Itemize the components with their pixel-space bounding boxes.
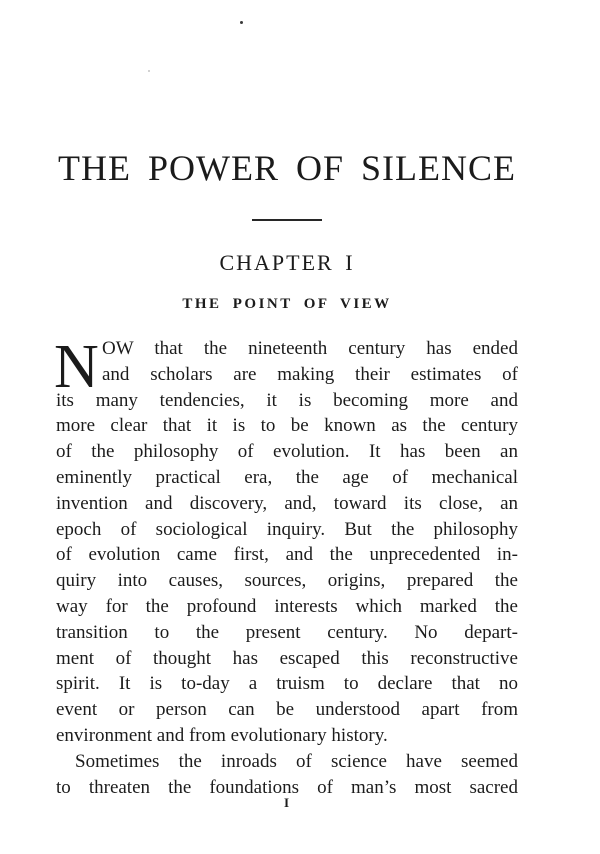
text-line: spirit. It is to-day a truism to declare that no bbox=[56, 673, 518, 695]
text-line: ment of thought has escaped this reconstructive bbox=[56, 647, 518, 669]
text-line: to threaten the foundations of man’s most sacred bbox=[56, 776, 518, 798]
text-line: epoch of sociological inquiry. But the philosophy bbox=[56, 518, 518, 540]
text-line: invention and discovery, and, toward its close, an bbox=[56, 492, 518, 514]
text-line: transition to the present century. No depart- bbox=[56, 621, 518, 643]
text-line: and scholars are making their estimates of bbox=[102, 363, 518, 385]
chapter-heading: CHAPTER I bbox=[219, 250, 355, 275]
page-number: I bbox=[283, 795, 291, 810]
text-line: of the philosophy of evolution. It has been an bbox=[56, 441, 518, 463]
text-line: event or person can be understood apart from bbox=[56, 699, 518, 721]
text-line: quiry into causes, sources, origins, prepared the bbox=[56, 570, 518, 592]
text-line: way for the profound interests which marked the bbox=[56, 595, 518, 617]
body-lines bbox=[54, 333, 518, 800]
page-content bbox=[56, 0, 518, 854]
title-divider-rule bbox=[252, 219, 322, 221]
text-line: its many tendencies, it is becoming more and bbox=[56, 389, 518, 411]
text-line: eminently practical era, the age of mechanical bbox=[56, 466, 518, 488]
section-heading: THE POINT OF VIEW bbox=[182, 296, 392, 312]
text-line: of evolution came first, and the unprecedented in- bbox=[56, 544, 518, 566]
text-line: environment and from evolutionary history. bbox=[56, 724, 388, 746]
text-line: Sometimes the inroads of science have seemed bbox=[75, 750, 518, 772]
text-line: more clear that it is to be known as the century bbox=[56, 415, 518, 437]
body-text bbox=[54, 333, 518, 800]
drop-cap-letter: N bbox=[54, 333, 99, 401]
text-line: OW that the nineteenth century has ended bbox=[102, 338, 518, 359]
book-title: THE POWER OF SILENCE bbox=[58, 148, 516, 188]
